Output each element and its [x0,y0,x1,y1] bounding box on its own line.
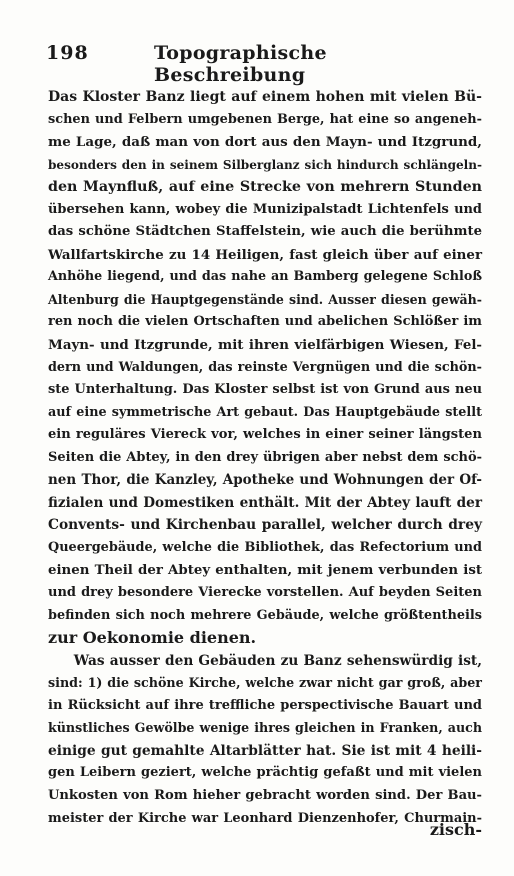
text-line: auf eine symmetrische Art gebaut. Das Hauptgebäude stellt [48,404,482,420]
text-line: nen Thor, die Kanzley, Apotheke und Wohnungen der Of- [48,472,482,489]
text-line-paragraph-start: Was ausser den Gebäuden zu Banz sehenswürdig ist, [48,652,482,669]
text-line: den Maynfluß, auf eine Strecke von mehrern Stunden [48,179,482,196]
text-line: ein reguläres Viereck vor, welches in einer seiner längsten [48,427,482,443]
text-line: fizialen und Domestiken enthält. Mit der Abtey lauft der [48,494,482,511]
text-line: übersehen kann, wobey die Munizipalstadt Lichtenfels und [48,201,482,217]
catchword: zisch- [429,820,482,839]
text-line: Wallfartskirche zu 14 Heiligen, fast gleich über auf einer [48,246,482,263]
text-line: Seiten die Abtey, in den drey übrigen aber nebst dem schö- [48,449,482,465]
text-line: sind: 1) die schöne Kirche, welche zwar nicht gar groß, aber [48,675,482,691]
text-line: einige gut gemahlte Altarblätter hat. Sie ist mit 4 heili- [48,742,482,759]
page-header [46,42,478,86]
page-number: 198 [46,42,89,64]
text-line: und drey besondere Vierecke vorstellen. Auf beyden Seiten [48,585,482,601]
text-line: schen und Felbern umgebenen Berge, hat eine so angeneh- [48,111,482,127]
text-line: meister der Kirche war Leonhard Dienzenhofer, Churmain- [48,810,482,826]
text-line: Queergebäude, welche die Bibliothek, das Refectorium und [48,539,482,555]
text-line: Mayn- und Itzgrunde, mit ihren vielfärbigen Wiesen, Fel- [48,337,482,354]
text-line: einen Theil der Abtey enthalten, mit jenem verbunden ist [48,562,482,579]
text-line: besonders den in seinem Silberglanz sich hindurch schlängeln- [48,157,482,172]
body-text [48,86,482,830]
text-line: gen Leibern geziert, welche prächtig gefaßt und mit vielen [48,765,482,781]
running-title: Topographische Beschreibung [154,42,327,86]
text-line: ren noch die vielen Ortschaften und abelichen Schlößer im [48,314,482,330]
text-line-paragraph-end: zur Oekonomie dienen. [48,628,257,648]
text-line: das schöne Städtchen Staffelstein, wie auch die berühmte [48,224,482,240]
text-line: künstliches Gewölbe wenige ihres gleichen in Franken, auch [48,720,482,736]
text-line: Das Kloster Banz liegt auf einem hohen mit vielen Bü- [48,89,482,105]
text-line: me Lage, daß man von dort aus den Mayn- und Itzgrund, [48,134,482,151]
text-line: dern und Waldungen, das reinste Vergnügen und die schön- [48,359,482,375]
text-line: ste Unterhaltung. Das Kloster selbst ist von Grund aus neu [48,382,482,398]
text-line: Unkosten von Rom hieher gebracht worden sind. Der Bau- [48,787,482,803]
text-line: Anhöhe liegend, und das nahe an Bamberg gelegene Schloß [48,269,482,285]
text-line: in Rücksicht auf ihre treffliche perspectivische Bauart und [48,697,482,713]
text-line: Altenburg die Hauptgegenstände sind. Ausser diesen gewäh- [48,291,482,307]
text-line: befinden sich noch mehrere Gebäude, welche größtentheils [48,607,482,623]
text-line: Convents- und Kirchenbau parallel, welcher durch drey [48,517,482,534]
